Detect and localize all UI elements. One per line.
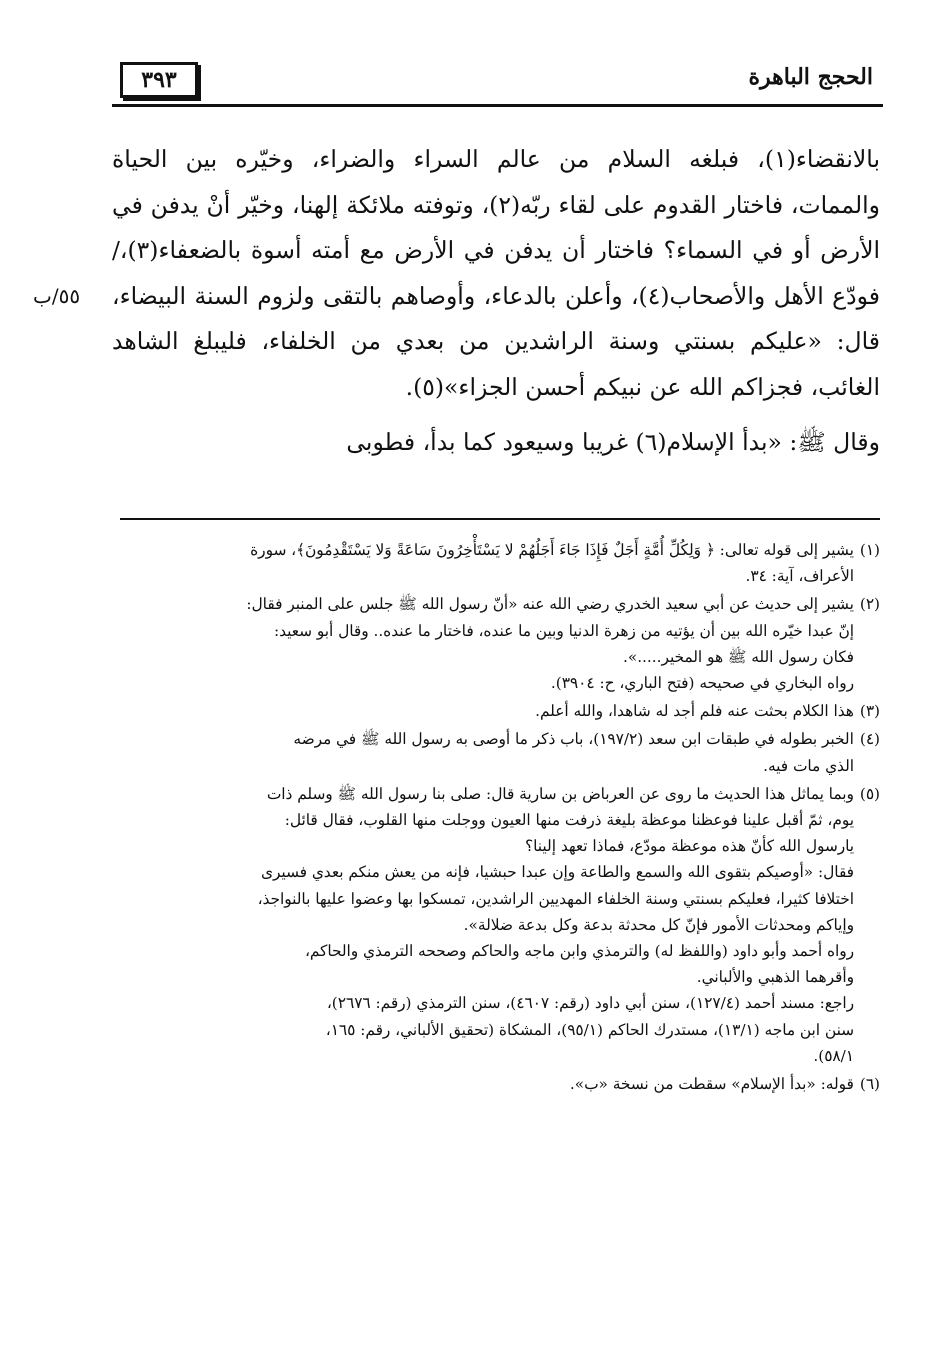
footnote-line: رواه أحمد وأبو داود (واللفظ له) والترمذي وابن ماجه والحاكم وصححه الترمذي والحاكم،	[304, 942, 854, 961]
footnote-1	[112, 537, 880, 589]
footnote-line: فكان رسول الله ﷺ هو المخير.....».	[622, 647, 854, 666]
footnote-number: (٥)	[859, 784, 880, 803]
footnote-line: الخبر بطوله في طبقات ابن سعد (١٩٧/٢)، باب ذكر ما أوصى به رسول الله ﷺ في مرضه	[293, 730, 854, 749]
footnote-3	[112, 698, 880, 724]
footnote-number: (٢)	[859, 595, 880, 614]
page-number: ٣٩٣	[141, 67, 177, 93]
footnote-rule	[120, 518, 880, 520]
running-title: الحجج الباهرة	[748, 64, 873, 90]
footnote-line: يوم، ثمّ أقبل علينا فوعظنا موعظة بليغة ذرفت منها العيون ووجلت منها القلوب، فقال قائل:	[284, 811, 854, 830]
footnote-number: (٤)	[859, 730, 880, 749]
footnote-2	[112, 591, 880, 696]
footnote-line: قوله: «بدأ الإسلام» سقطت من نسخة «ب».	[569, 1075, 854, 1094]
margin-folio-note: ٥٥/ب	[33, 284, 81, 308]
footnote-5	[112, 781, 880, 1069]
footnote-line: الذي مات فيه.	[763, 756, 854, 775]
footnote-line: يشير إلى حديث عن أبي سعيد الخدري رضي الله عنه «أنّ رسول الله ﷺ جلس على المنبر فقال:	[246, 595, 854, 614]
footnote-4	[112, 726, 880, 778]
footnote-line: ٥٨/١).	[813, 1046, 854, 1065]
footnote-line: سنن ابن ماجه (١٣/١)، مستدرك الحاكم (٩٥/١)، المشكاة (تحقيق الألباني، رقم: ١٦٥،	[325, 1020, 854, 1039]
footnote-line: الأعراف، آية: ٣٤.	[745, 567, 854, 586]
footnote-line: هذا الكلام بحثت عنه فلم أجد له شاهدا، والله أعلم.	[535, 702, 854, 721]
footnote-line: إنّ عبدا خيّره الله بين أن يؤتيه من زهرة الدنيا وبين ما عنده، فاختار ما عنده.. وقال أبو سعيد:	[273, 621, 854, 640]
footnote-line: وبما يماثل هذا الحديث ما روى عن العرباض بن سارية قال: صلى بنا رسول الله ﷺ وسلم ذات	[266, 784, 854, 803]
main-text	[112, 137, 880, 466]
main-paragraph-1: بالانقضاء(١)، فبلغه السلام من عالم السراء والضراء، وخيّره بين الحياة والممات، فاختار القدوم على لقاء ربّه(٢)، وتوفته ملائكة إلهنا، وخيّر أنْ يدفن في الأرض أو في السماء؟ فاختار أن يدفن في الأرض مع أمته أسوة بالضعفاء(٣)،/ فودّع الأهل والأصحاب(٤)، وأعلن بالدعاء، وأوصاهم بالتقى ولزوم السنة البيضاء، قال: «عليكم بسنتي وسنة الراشدين من بعدي من الخلفاء، فليبلغ الشاهد الغائب، فجزاكم الله عن نبيكم أحسن الجزاء»(٥).	[112, 145, 881, 401]
footnote-6	[112, 1071, 880, 1097]
footnote-number: (٣)	[859, 702, 880, 721]
footnote-number: (٦)	[859, 1075, 880, 1094]
footnote-line: اختلافا كثيرا، فعليكم بسنتي وسنة الخلفاء المهديين الراشدين، تمسكوا بها وعضوا عليها بالنواجذ،	[257, 889, 854, 908]
footnote-line: فقال: «أوصيكم بتقوى الله والسمع والطاعة وإن عبدا حبشيا، فإنه من يعش منكم بعدي فسيرى	[260, 863, 854, 882]
main-paragraph-2: وقال ﷺ: «بدأ الإسلام(٦) غريبا وسيعود كما بدأ، فطوبى	[346, 428, 880, 456]
footnote-line: يشير إلى قوله تعالى: ﴿ وَلِكُلِّ أُمَّةٍ أَجَلٌ فَإِذَا جَاءَ أَجَلُهُمْ لا يَسْتَأْخِرُونَ سَاعَةً وَلا يَسْتَقْدِمُونَ﴾، سورة	[250, 541, 854, 559]
footnote-line: وأقرهما الذهبي والألباني.	[696, 968, 854, 987]
footnotes	[112, 537, 880, 1099]
footnote-line: وإياكم ومحدثات الأمور فإنّ كل محدثة بدعة وكل بدعة ضلالة».	[463, 915, 854, 934]
footnote-line: رواه البخاري في صحيحه (فتح الباري، ح: ٣٩٠٤).	[550, 674, 854, 693]
footnote-number: (١)	[859, 541, 880, 559]
header-rule	[112, 104, 883, 107]
footnote-line: يارسول الله كأنّ هذه موعظة مودّع، فماذا تعهد إلينا؟	[525, 837, 854, 856]
footnote-line: راجع: مسند أحمد (١٢٧/٤)، سنن أبي داود (رقم: ٤٦٠٧)، سنن الترمذي (رقم: ٢٦٧٦)،	[326, 994, 854, 1013]
page-number-box	[120, 62, 198, 98]
